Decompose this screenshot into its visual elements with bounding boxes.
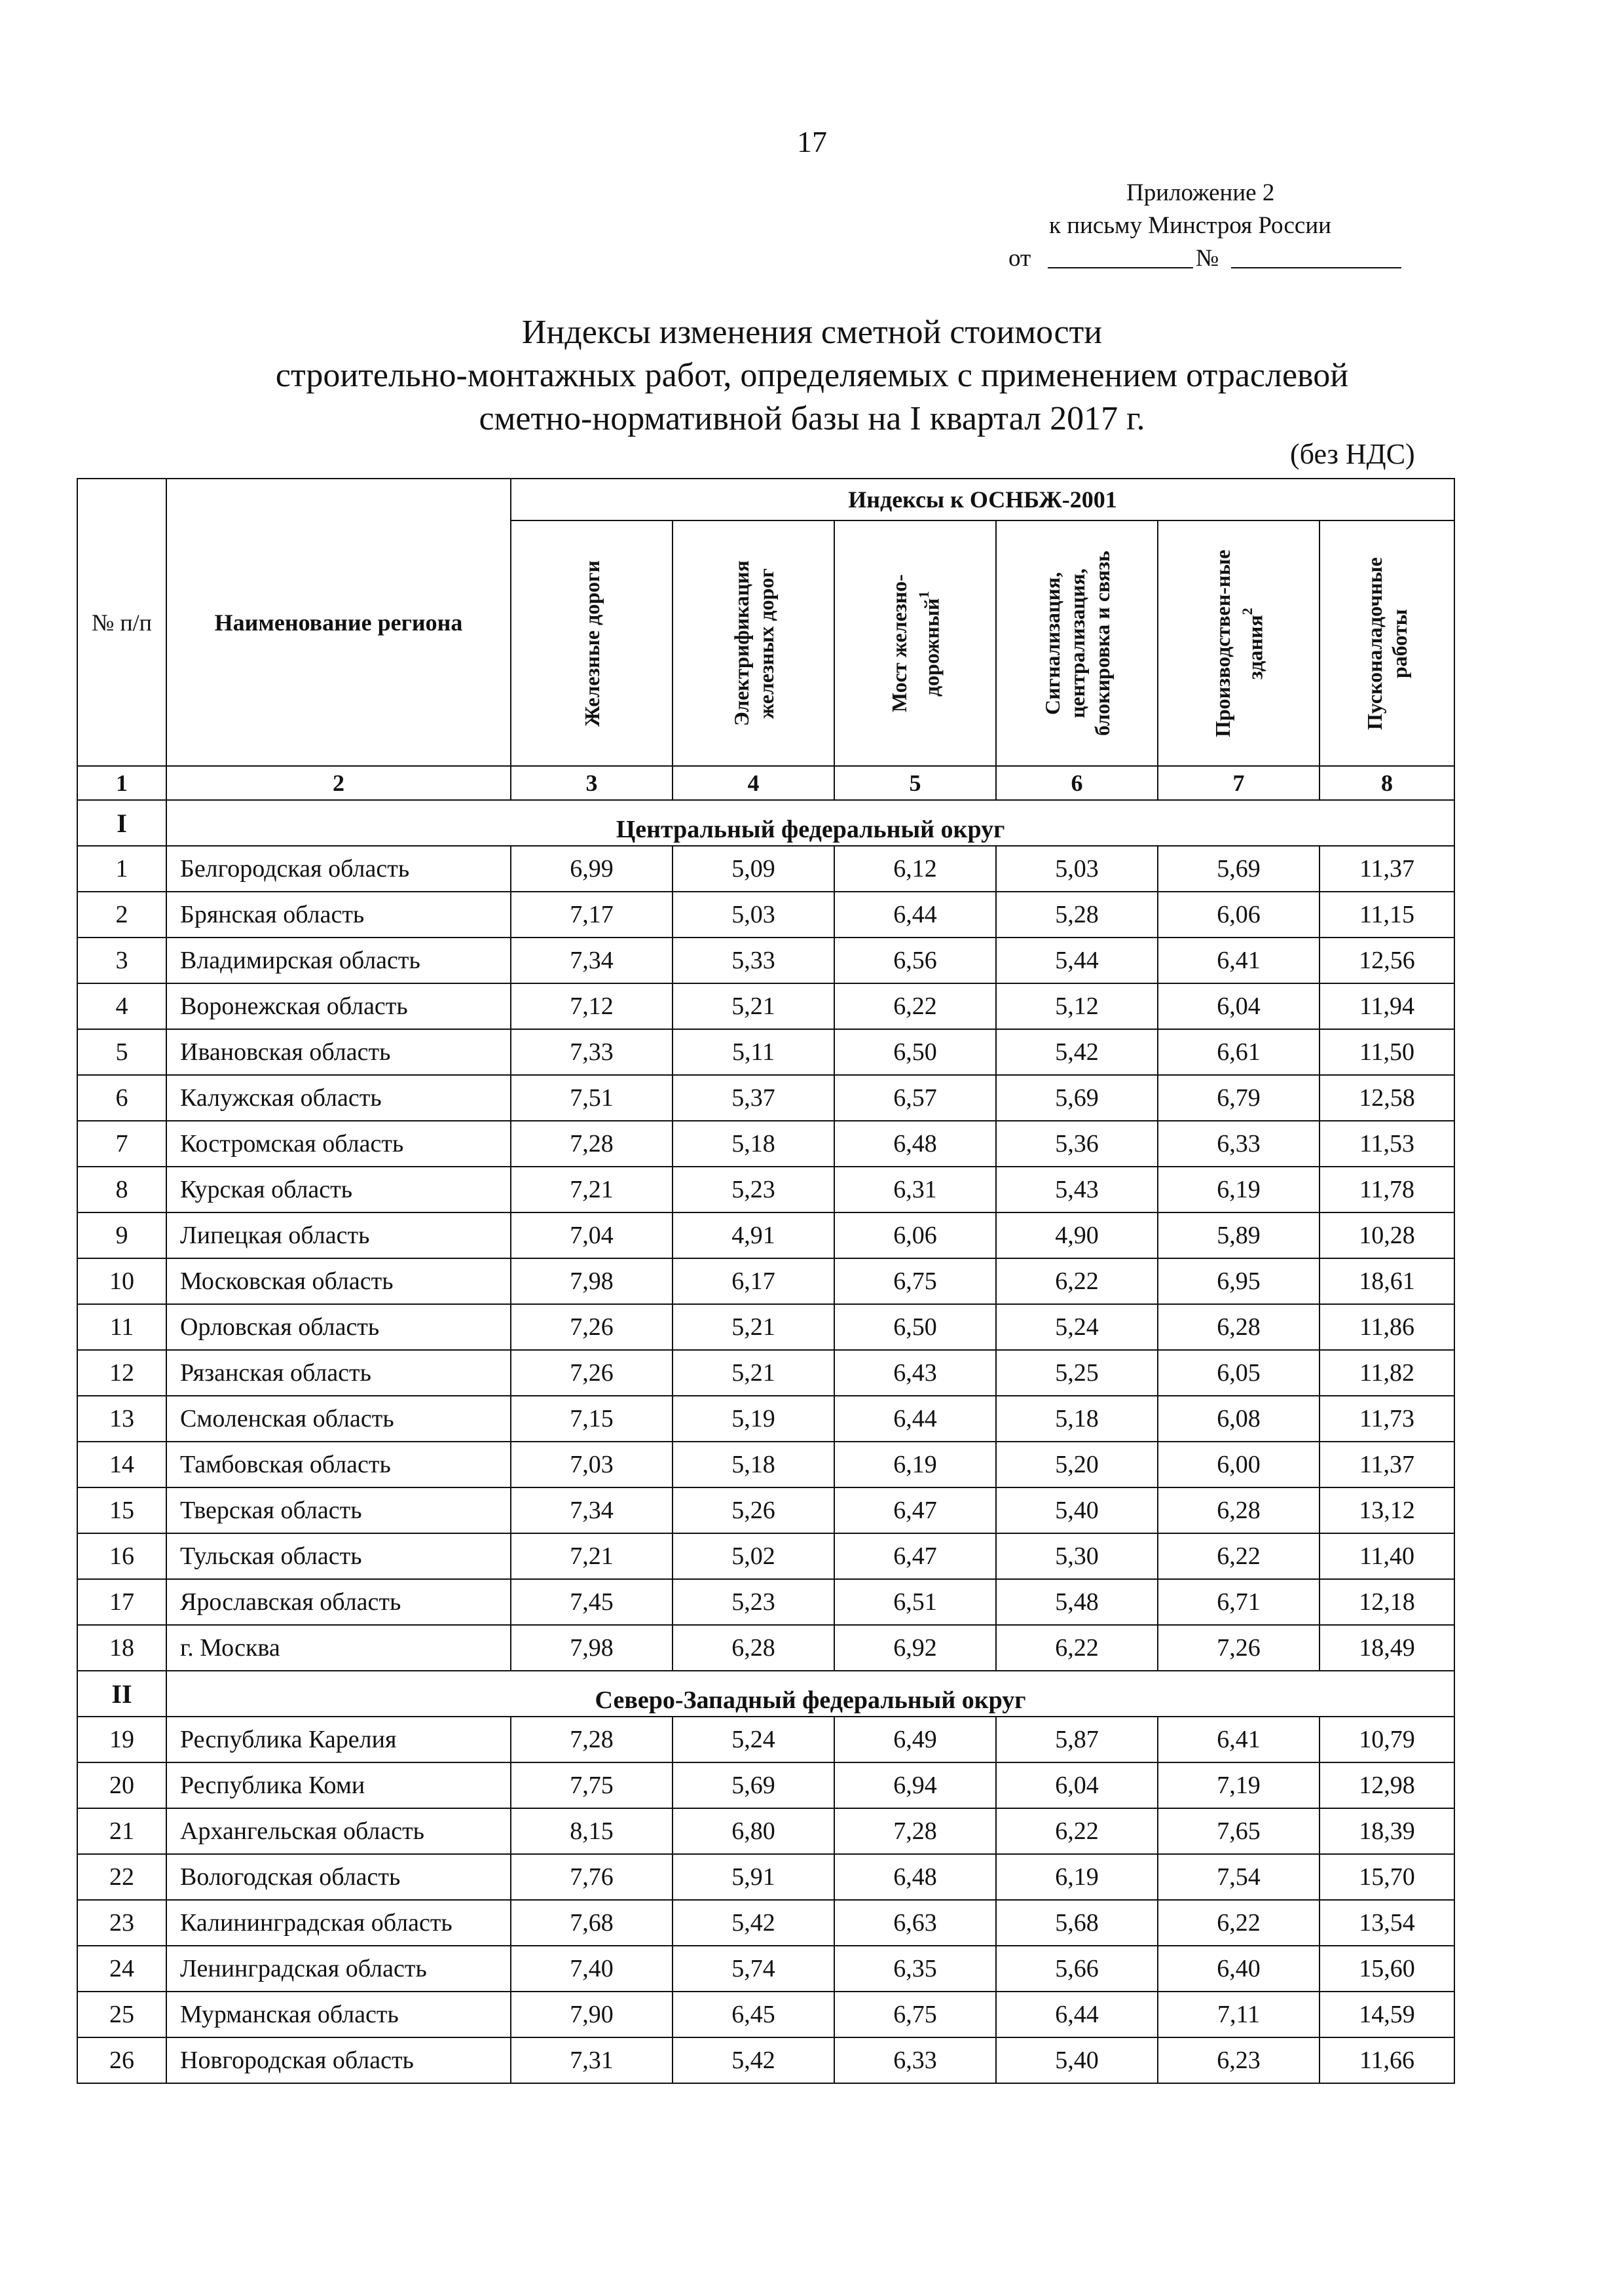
index-value-col-5: 6,48 [834,1121,996,1167]
region-name: Воронежская область [166,983,511,1029]
row-number: 21 [77,1808,166,1854]
row-number: 3 [77,938,166,983]
title-line-1: Индексы изменения сметной стоимости [521,314,1103,351]
appendix-title: Приложение 2 [1126,179,1275,206]
index-value-col-3: 7,12 [511,983,673,1029]
index-value-col-4: 5,02 [673,1533,834,1579]
index-value-col-8: 13,12 [1320,1487,1454,1533]
region-name: Курская область [166,1167,511,1212]
table-row [77,1350,1454,1396]
title-line-3: сметно-нормативной базы на I квартал 2017 г. [479,400,1145,437]
district-name: Центральный федеральный округ [166,800,1454,846]
index-value-col-8: 10,79 [1320,1717,1454,1762]
index-value-col-4: 5,74 [673,1946,834,1992]
column-number-5: 5 [834,766,996,800]
index-value-col-8: 12,98 [1320,1762,1454,1808]
district-roman-numeral: I [77,800,166,846]
index-value-col-3: 7,17 [511,892,673,938]
header-col-7-label: Производствен-ные здания [1210,549,1267,737]
table-row [77,1533,1454,1579]
region-name: Ивановская область [166,1029,511,1075]
header-col-7 [1158,520,1320,766]
table-row [77,1442,1454,1487]
index-value-col-3: 7,40 [511,1946,673,1992]
index-value-col-7: 6,95 [1158,1258,1320,1304]
index-value-col-8: 12,56 [1320,938,1454,983]
region-name: Калужская область [166,1075,511,1121]
header-col-5 [834,520,996,766]
index-value-col-6: 5,43 [996,1167,1158,1212]
index-value-col-5: 6,47 [834,1533,996,1579]
index-value-col-8: 11,37 [1320,1442,1454,1487]
from-label: от [1008,245,1031,272]
index-value-col-3: 7,28 [511,1717,673,1762]
index-value-col-3: 7,04 [511,1212,673,1258]
index-value-col-3: 6,99 [511,846,673,892]
index-value-col-4: 5,03 [673,892,834,938]
region-name: Брянская область [166,892,511,938]
index-value-col-7: 6,41 [1158,938,1320,983]
index-value-col-7: 7,26 [1158,1625,1320,1671]
index-value-col-7: 6,19 [1158,1167,1320,1212]
index-value-col-4: 4,91 [673,1212,834,1258]
index-value-col-6: 5,03 [996,846,1158,892]
row-number: 6 [77,1075,166,1121]
index-value-col-7: 6,28 [1158,1304,1320,1350]
index-value-col-6: 5,44 [996,938,1158,983]
page-number: 17 [797,125,827,158]
region-name: Ярославская область [166,1579,511,1625]
index-value-col-8: 12,58 [1320,1075,1454,1121]
index-value-col-4: 5,42 [673,1900,834,1946]
index-value-col-6: 5,12 [996,983,1158,1029]
column-number-row [77,766,1454,800]
index-value-col-3: 7,34 [511,1487,673,1533]
column-number-6: 6 [996,766,1158,800]
header-col-3-label: Железные дороги [580,560,604,727]
table-row [77,1487,1454,1533]
table-row [77,892,1454,938]
index-value-col-5: 6,47 [834,1487,996,1533]
index-value-col-3: 7,26 [511,1304,673,1350]
index-value-col-3: 8,15 [511,1808,673,1854]
index-value-col-5: 6,31 [834,1167,996,1212]
row-number: 9 [77,1212,166,1258]
header-region-label: Наименование региона [214,609,463,636]
table-row [77,938,1454,983]
header-group-label: Индексы к ОСНБЖ-2001 [848,486,1117,513]
index-value-col-3: 7,98 [511,1258,673,1304]
index-value-col-6: 6,19 [996,1854,1158,1900]
index-value-col-4: 5,26 [673,1487,834,1533]
index-value-col-7: 6,05 [1158,1350,1320,1396]
header-col-4-label: Электрификация железных дорог [729,560,778,726]
index-value-col-6: 5,25 [996,1350,1158,1396]
index-value-col-7: 7,19 [1158,1762,1320,1808]
index-value-col-3: 7,51 [511,1075,673,1121]
index-value-col-7: 6,41 [1158,1717,1320,1762]
table-row [77,1854,1454,1900]
index-value-col-4: 5,18 [673,1442,834,1487]
number-blank [1231,267,1401,268]
index-value-col-8: 15,60 [1320,1946,1454,1992]
index-value-col-7: 6,08 [1158,1396,1320,1442]
title-line-2: строительно-монтажных работ, определяемых с применением отраслевой [275,357,1349,394]
index-value-col-7: 6,79 [1158,1075,1320,1121]
table-row [77,1167,1454,1212]
index-value-col-6: 5,66 [996,1946,1158,1992]
index-value-col-8: 18,61 [1320,1258,1454,1304]
district-name: Северо-Западный федеральный округ [166,1671,1454,1717]
table-row [77,1717,1454,1762]
region-name: Московская область [166,1258,511,1304]
index-value-col-3: 7,33 [511,1029,673,1075]
index-value-col-5: 6,44 [834,892,996,938]
index-value-col-3: 7,68 [511,1900,673,1946]
index-value-col-8: 15,70 [1320,1854,1454,1900]
index-value-col-3: 7,98 [511,1625,673,1671]
index-value-col-6: 5,48 [996,1579,1158,1625]
footnote-2: 2 [1238,607,1255,615]
index-value-col-7: 7,11 [1158,1992,1320,2037]
index-value-col-8: 11,40 [1320,1533,1454,1579]
region-name: Владимирская область [166,938,511,983]
index-value-col-7: 5,89 [1158,1212,1320,1258]
header-col-6 [996,520,1158,766]
index-value-col-8: 11,15 [1320,892,1454,938]
index-value-col-5: 6,92 [834,1625,996,1671]
date-blank [1048,267,1193,268]
row-number: 4 [77,983,166,1029]
row-number: 23 [77,1900,166,1946]
index-value-col-8: 14,59 [1320,1992,1454,2037]
index-value-col-5: 6,12 [834,846,996,892]
index-value-col-6: 4,90 [996,1212,1158,1258]
column-number-2: 2 [166,766,511,800]
index-table [77,478,1455,2084]
index-value-col-5: 6,06 [834,1212,996,1258]
row-number: 19 [77,1717,166,1762]
index-value-col-4: 6,80 [673,1808,834,1854]
index-value-col-4: 6,17 [673,1258,834,1304]
index-value-col-6: 6,44 [996,1992,1158,2037]
index-value-col-8: 18,39 [1320,1808,1454,1854]
header-region [166,479,511,766]
table-row [77,983,1454,1029]
index-value-col-7: 6,06 [1158,892,1320,938]
index-value-col-7: 6,22 [1158,1533,1320,1579]
index-value-col-6: 5,36 [996,1121,1158,1167]
index-value-col-4: 5,69 [673,1762,834,1808]
region-name: Тульская область [166,1533,511,1579]
index-value-col-4: 5,09 [673,846,834,892]
index-value-col-6: 5,28 [996,892,1158,938]
index-value-col-6: 6,22 [996,1808,1158,1854]
region-name: Смоленская область [166,1396,511,1442]
index-value-col-4: 5,23 [673,1579,834,1625]
index-value-col-6: 6,04 [996,1762,1158,1808]
index-value-col-5: 6,50 [834,1304,996,1350]
column-number-7: 7 [1158,766,1320,800]
index-value-col-3: 7,21 [511,1167,673,1212]
index-value-col-4: 5,18 [673,1121,834,1167]
column-number-8: 8 [1320,766,1454,800]
table-row [77,1900,1454,1946]
header-col-5-label: Мост железно-дорожный [887,574,944,712]
index-value-col-3: 7,03 [511,1442,673,1487]
district-roman-numeral: II [77,1671,166,1717]
row-number: 14 [77,1442,166,1487]
index-value-col-8: 11,82 [1320,1350,1454,1396]
row-number: 26 [77,2037,166,2083]
index-value-col-5: 6,19 [834,1442,996,1487]
index-value-col-4: 5,11 [673,1029,834,1075]
region-name: Тверская область [166,1487,511,1533]
index-value-col-5: 6,35 [834,1946,996,1992]
region-name: Ленинградская область [166,1946,511,1992]
table-row [77,1808,1454,1854]
header-num-label: № п/п [92,609,152,636]
index-value-col-6: 5,68 [996,1900,1158,1946]
index-value-col-5: 6,56 [834,938,996,983]
header-col-4 [673,520,834,766]
region-name: Новгородская область [166,2037,511,2083]
index-value-col-6: 5,40 [996,2037,1158,2083]
index-value-col-4: 5,21 [673,1350,834,1396]
region-name: Белгородская область [166,846,511,892]
row-number: 13 [77,1396,166,1442]
index-value-col-6: 5,40 [996,1487,1158,1533]
index-value-col-5: 6,94 [834,1762,996,1808]
row-number: 17 [77,1579,166,1625]
index-value-col-4: 5,23 [673,1167,834,1212]
index-value-col-4: 5,19 [673,1396,834,1442]
index-value-col-7: 7,65 [1158,1808,1320,1854]
region-name: Мурманская область [166,1992,511,2037]
district-row [77,1671,1454,1717]
row-number: 16 [77,1533,166,1579]
row-number: 24 [77,1946,166,1992]
index-value-col-8: 11,73 [1320,1396,1454,1442]
table-row [77,1396,1454,1442]
document-title [105,311,1519,441]
index-value-col-5: 6,75 [834,1992,996,2037]
header-col-8 [1320,520,1454,766]
index-value-col-6: 5,20 [996,1442,1158,1487]
header-num [77,479,166,766]
row-number: 18 [77,1625,166,1671]
index-value-col-7: 6,71 [1158,1579,1320,1625]
index-value-col-5: 6,48 [834,1854,996,1900]
index-value-col-3: 7,76 [511,1854,673,1900]
table-row [77,2037,1454,2083]
index-value-col-7: 6,40 [1158,1946,1320,1992]
index-value-col-8: 11,66 [1320,2037,1454,2083]
index-value-col-7: 6,04 [1158,983,1320,1029]
table-row [77,1992,1454,2037]
index-value-col-5: 6,51 [834,1579,996,1625]
index-value-col-5: 7,28 [834,1808,996,1854]
table-row [77,1258,1454,1304]
index-value-col-3: 7,21 [511,1533,673,1579]
header-group [511,479,1454,520]
index-value-col-7: 6,00 [1158,1442,1320,1487]
region-name: Вологодская область [166,1854,511,1900]
index-value-col-4: 5,21 [673,1304,834,1350]
table-row [77,1946,1454,1992]
index-value-col-8: 11,50 [1320,1029,1454,1075]
index-value-col-6: 5,24 [996,1304,1158,1350]
row-number: 5 [77,1029,166,1075]
index-value-col-5: 6,49 [834,1717,996,1762]
table-row [77,1121,1454,1167]
footnote-1: 1 [915,590,932,598]
index-value-col-5: 6,44 [834,1396,996,1442]
table-row [77,1304,1454,1350]
region-name: г. Москва [166,1625,511,1671]
index-value-col-3: 7,26 [511,1350,673,1396]
index-value-col-5: 6,75 [834,1258,996,1304]
region-name: Архангельская область [166,1808,511,1854]
index-value-col-6: 6,22 [996,1258,1158,1304]
index-value-col-8: 18,49 [1320,1625,1454,1671]
appendix-block [1008,177,1401,275]
index-value-col-8: 12,18 [1320,1579,1454,1625]
row-number: 11 [77,1304,166,1350]
index-value-col-5: 6,33 [834,2037,996,2083]
index-value-col-4: 5,37 [673,1075,834,1121]
row-number: 15 [77,1487,166,1533]
column-number-3: 3 [511,766,673,800]
row-number: 10 [77,1258,166,1304]
index-value-col-3: 7,31 [511,2037,673,2083]
index-value-col-8: 11,53 [1320,1121,1454,1167]
index-value-col-7: 5,69 [1158,846,1320,892]
appendix-date-number-line [1008,242,1401,275]
index-value-col-5: 6,63 [834,1900,996,1946]
header-col-8-label: Пусконаладочные работы [1363,556,1412,730]
index-value-col-6: 5,42 [996,1029,1158,1075]
index-value-col-5: 6,57 [834,1075,996,1121]
index-value-col-3: 7,45 [511,1579,673,1625]
index-value-col-5: 6,22 [834,983,996,1029]
index-value-col-4: 5,33 [673,938,834,983]
index-value-col-4: 5,42 [673,2037,834,2083]
index-value-col-4: 6,28 [673,1625,834,1671]
header-col-3 [511,520,673,766]
vat-note: (без НДС) [1290,438,1415,470]
index-value-col-3: 7,90 [511,1992,673,2037]
index-value-col-5: 6,43 [834,1350,996,1396]
table-row [77,1579,1454,1625]
index-value-col-6: 5,30 [996,1533,1158,1579]
row-number: 25 [77,1992,166,2037]
region-name: Республика Коми [166,1762,511,1808]
index-value-col-6: 5,69 [996,1075,1158,1121]
header-col-6-label: Сигнализация, централизация, блокировка и связь [1040,551,1114,736]
table-row [77,1212,1454,1258]
index-value-col-7: 6,22 [1158,1900,1320,1946]
header-row-group [77,479,1454,520]
index-value-col-4: 5,91 [673,1854,834,1900]
region-name: Липецкая область [166,1212,511,1258]
index-value-col-6: 5,18 [996,1396,1158,1442]
index-value-col-7: 6,33 [1158,1121,1320,1167]
index-value-col-7: 6,28 [1158,1487,1320,1533]
index-value-col-8: 11,37 [1320,846,1454,892]
row-number: 22 [77,1854,166,1900]
region-name: Орловская область [166,1304,511,1350]
district-row [77,800,1454,846]
index-value-col-8: 13,54 [1320,1900,1454,1946]
row-number: 1 [77,846,166,892]
row-number: 8 [77,1167,166,1212]
appendix-reference: к письму Минстроя России [1049,212,1331,239]
region-name: Костромская область [166,1121,511,1167]
region-name: Тамбовская область [166,1442,511,1487]
index-value-col-4: 5,21 [673,983,834,1029]
index-value-col-7: 6,61 [1158,1029,1320,1075]
index-value-col-8: 11,78 [1320,1167,1454,1212]
index-value-col-3: 7,28 [511,1121,673,1167]
region-name: Калининградская область [166,1900,511,1946]
region-name: Рязанская область [166,1350,511,1396]
table-row [77,1625,1454,1671]
index-value-col-8: 11,94 [1320,983,1454,1029]
index-value-col-7: 6,23 [1158,2037,1320,2083]
index-value-col-8: 10,28 [1320,1212,1454,1258]
region-name: Республика Карелия [166,1717,511,1762]
index-value-col-4: 6,45 [673,1992,834,2037]
row-number: 2 [77,892,166,938]
row-number: 7 [77,1121,166,1167]
row-number: 20 [77,1762,166,1808]
index-value-col-7: 7,54 [1158,1854,1320,1900]
index-value-col-3: 7,34 [511,938,673,983]
row-number: 12 [77,1350,166,1396]
index-value-col-5: 6,50 [834,1029,996,1075]
number-label: № [1196,245,1219,272]
index-value-col-6: 6,22 [996,1625,1158,1671]
column-number-1: 1 [77,766,166,800]
table-row [77,1029,1454,1075]
table-row [77,846,1454,892]
column-number-4: 4 [673,766,834,800]
index-value-col-6: 5,87 [996,1717,1158,1762]
index-value-col-3: 7,75 [511,1762,673,1808]
table-row [77,1762,1454,1808]
index-value-col-4: 5,24 [673,1717,834,1762]
index-value-col-8: 11,86 [1320,1304,1454,1350]
table-row [77,1075,1454,1121]
index-value-col-3: 7,15 [511,1396,673,1442]
